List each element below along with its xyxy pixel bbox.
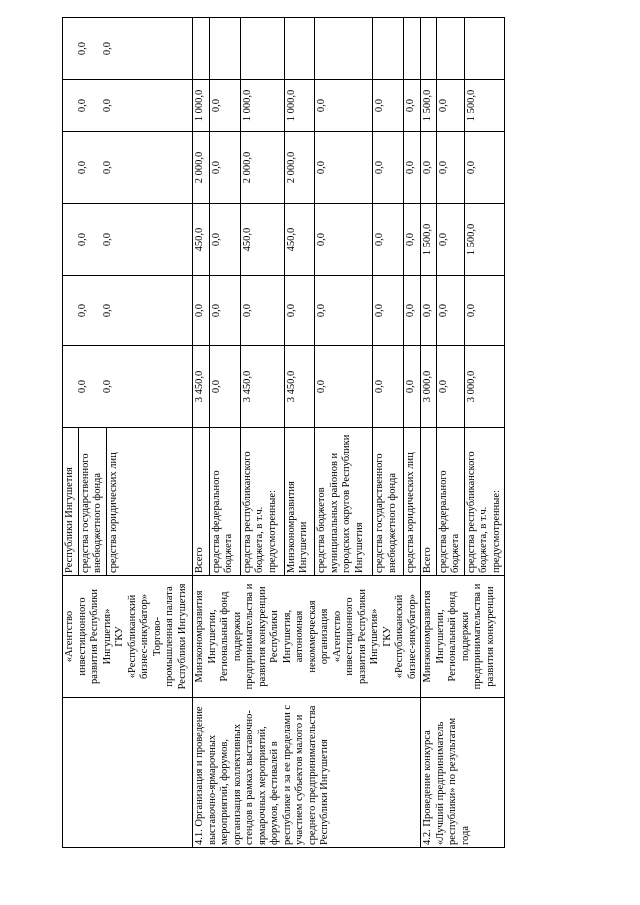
value-cell: 450,0 — [284, 204, 315, 276]
value-cell: 2 000,0 — [284, 132, 315, 204]
value-cell: 0,0 0,0 — [63, 346, 193, 428]
source-cell: средства республиканского бюджета, в т.ч. предусмотренные: — [464, 428, 505, 576]
value-cell: 0,0 — [404, 204, 421, 276]
value-cell: 0,0 — [315, 276, 373, 346]
value-cell: 0,0 — [436, 204, 464, 276]
value-cell: 0,0 — [315, 132, 373, 204]
executor-cell: «Агентство инвестиционного развития Республики Ингушетия» ГКУ «Республиканский бизнес-инкубатор» Торгово- промышленная палата Республики Ингушетия — [63, 576, 193, 698]
value-cell: 0,0 — [373, 204, 404, 276]
value-cell: 0,0 — [436, 80, 464, 132]
value-cell: 0,0 — [209, 204, 240, 276]
value-cell: 0,0 — [193, 276, 210, 346]
rotated-table-page — [62, 18, 536, 848]
value-cell: 0,0 — [373, 346, 404, 428]
value-cell: 3 000,0 — [421, 346, 437, 428]
value-cell: 0,0 — [373, 132, 404, 204]
value-cell — [404, 18, 421, 80]
value-cell: 0,0 — [436, 346, 464, 428]
item-name-cell — [63, 698, 193, 848]
value-cell — [193, 18, 210, 80]
table-row — [63, 18, 193, 848]
value-cell: 0,0 — [209, 276, 240, 346]
value-cell: 1 000,0 — [284, 80, 315, 132]
value-cell: 0,0 — [404, 80, 421, 132]
value-cell — [436, 18, 464, 80]
value-cell: 0,0 — [315, 346, 373, 428]
value-cell: 0,0 — [421, 132, 437, 204]
value-cell: 450,0 — [193, 204, 210, 276]
value-cell: 0,0 — [209, 346, 240, 428]
value-cell — [464, 18, 505, 80]
source-cell: Всего — [421, 428, 437, 576]
executor-cell: Минэкономразвития Ингушетии, Региональный фонд поддержки предпринимательства и развития конкуренции Республики Ингушетия, автономная некоммерческая организация «Агентство инвестиционного развития Республики Ингушетия» ГКУ «Республиканский бизнес-инкубатор» — [193, 576, 421, 698]
source-cell: средства государственного внебюджетного фонда — [373, 428, 404, 576]
source-cell: средства бюджетов муниципальных районов и городских округов Республики Ингушетия — [315, 428, 373, 576]
value-cell: 3 000,0 — [464, 346, 505, 428]
value-cell: 0,0 — [315, 204, 373, 276]
item-name-cell: 4.2. Проведение конкурса «Лучший предприниматель республики» по результатам года — [421, 698, 505, 848]
table-row — [421, 18, 437, 848]
value-cell: 0,0 — [436, 132, 464, 204]
value-cell: 0,0 — [464, 132, 505, 204]
value-cell: 450,0 — [240, 204, 284, 276]
value-cell: 0,0 — [240, 276, 284, 346]
source-cell: средства юридических лиц — [404, 428, 421, 576]
value-cell: 0,0 — [404, 132, 421, 204]
source-cell: Всего — [193, 428, 210, 576]
value-cell: 1 500,0 — [464, 204, 505, 276]
value-cell: 0,0 — [373, 80, 404, 132]
value-cell: 1 500,0 — [421, 80, 437, 132]
value-cell: 0,0 — [404, 276, 421, 346]
value-cell — [209, 18, 240, 80]
value-cell: 3 450,0 — [284, 346, 315, 428]
value-cell: 0,0 — [209, 132, 240, 204]
value-cell: 2 000,0 — [240, 132, 284, 204]
source-cell: средства федерального бюджета — [436, 428, 464, 576]
value-cell: 0,0 0,0 — [63, 276, 193, 346]
value-cell: 0,0 — [209, 80, 240, 132]
value-cell — [421, 18, 437, 80]
value-cell: 0,0 — [373, 276, 404, 346]
value-cell: 1 500,0 — [464, 80, 505, 132]
value-cell: 1 000,0 — [240, 80, 284, 132]
source-cell: средства федерального бюджета — [209, 428, 240, 576]
value-cell: 2 000,0 — [193, 132, 210, 204]
source-cell: средства республиканского бюджета, в т.ч. предусмотренные: — [240, 428, 284, 576]
executor-cell: Минэкономразвития Ингушетии, Региональный фонд поддержки предпринимательства и развития конкуренции — [421, 576, 505, 698]
value-cell: 3 450,0 — [240, 346, 284, 428]
value-cell — [284, 18, 315, 80]
value-cell — [373, 18, 404, 80]
value-cell: 0,0 — [315, 80, 373, 132]
value-cell: 3 450,0 — [193, 346, 210, 428]
value-cell: 0,0 0,0 — [63, 132, 193, 204]
value-cell: 0,0 — [284, 276, 315, 346]
value-cell: 1 500,0 — [421, 204, 437, 276]
value-cell: 0,0 — [421, 276, 437, 346]
value-cell: 0,0 0,0 — [63, 80, 193, 132]
value-cell: 0,0 0,0 — [63, 18, 193, 80]
source-cell: Республики Ингушетия средства государственного внебюджетного фонда средства юридических лиц — [63, 428, 193, 576]
value-cell: 0,0 — [436, 276, 464, 346]
item-name-cell: 4.1. Организация и проведение выставочно-ярмарочных мероприятий, форумов, организация коллективных стендов в рамках выставочно-ярмарочных мероприятий, форумов, фестивалей в республике и за ее пределами с участием субъектов малого и среднего предпринимательства Республики Ингушетия — [193, 698, 421, 848]
value-cell: 0,0 — [404, 346, 421, 428]
source-cell: Минэкономразвития Ингушетии — [284, 428, 315, 576]
value-cell: 0,0 — [464, 276, 505, 346]
value-cell: 1 000,0 — [193, 80, 210, 132]
value-cell: 0,0 0,0 — [63, 204, 193, 276]
funding-table — [62, 17, 505, 848]
table-row — [193, 18, 210, 848]
value-cell — [315, 18, 373, 80]
value-cell — [240, 18, 284, 80]
